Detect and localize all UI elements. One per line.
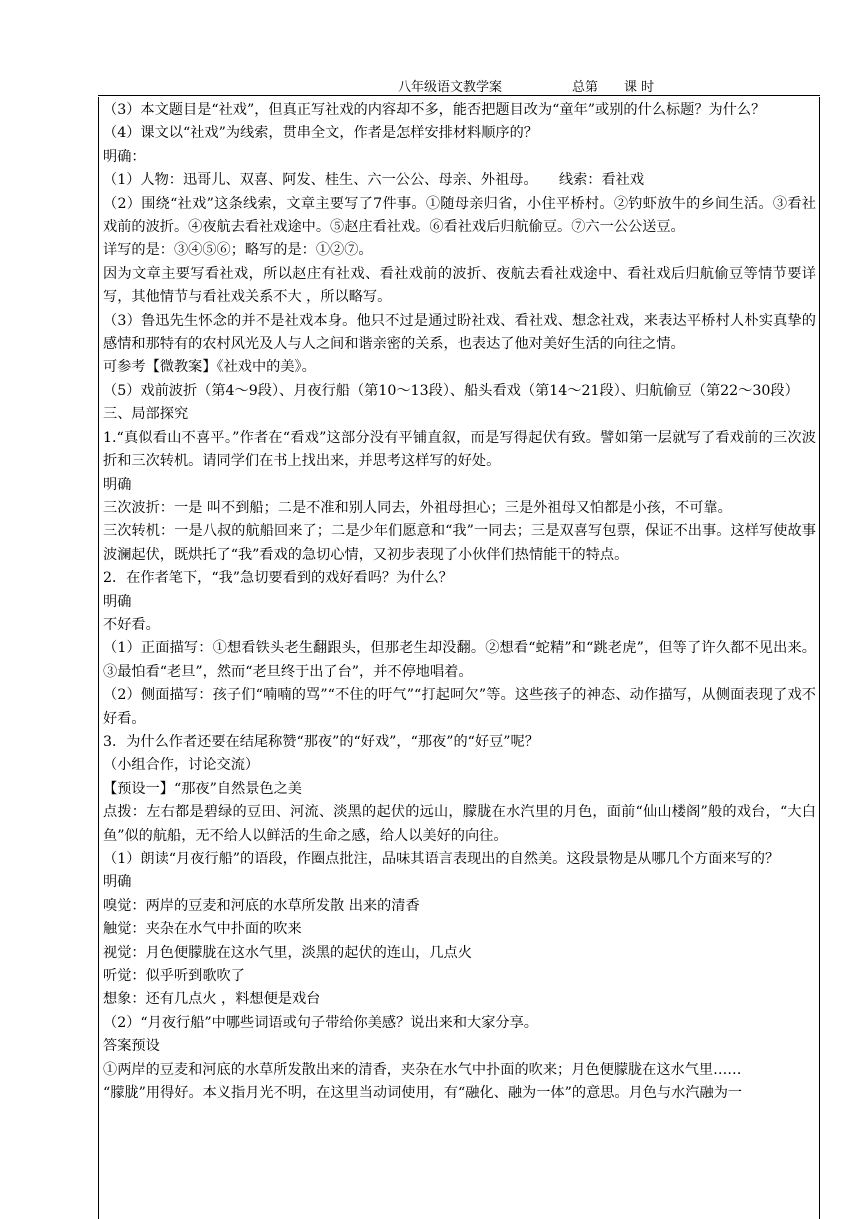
- answer-preset-1-analysis: “朦胧”用得好。本义指月光不明，在这里当动词使用，有“融化、融为一体”的意思。月色与水汽融为一: [103, 1085, 743, 1102]
- question-4: （4）课文以“社戏”为线索，贯串全文，作者是怎样安排材料顺序的？: [103, 125, 538, 142]
- section-heading: 三、局部探究: [103, 406, 189, 423]
- answer-text: 不好看。: [103, 616, 160, 633]
- answer-3-reference: 可参考【微教案】《社戏中的美》。: [103, 359, 316, 376]
- sense-touch: 触觉：夹杂在水气中扑面的吹来: [103, 921, 302, 938]
- answer-3: （3）鲁迅先生怀念的并不是社戏本身。他只不过是通过盼社戏、看社戏、想念社戏，来表达平桥村人朴实真挚的感情和那特有的农村风光及人与人之间和谐亲密的关系，也表达了他对美好生活的向往之情。: [103, 312, 816, 353]
- twists-text: 三次波折：一是 叫不到船；二是不准和别人同去，外祖母担心；三是外祖母又怕都是小孩，不可靠。: [103, 499, 732, 516]
- reading-task-1: （1）朗读“月夜行船”的语段，作圈点批注，品味其语言表现出的自然美。这段景物是从哪几个方面来写的？: [103, 851, 780, 867]
- exploration-3: 3．为什么作者还要在结尾称赞“那夜”的“好戏”，“那夜”的“好豆”呢？: [103, 733, 539, 750]
- answer-label: 明确: [103, 476, 132, 493]
- exploration-1: 1.“真似看山不喜平。”作者在“看戏”这部分没有平铺直叙，而是写得起伏有致。譬如第一层就写了看戏前的三次波折和三次转机。请同学们在书上找出来，并思考这样写的好处。: [103, 429, 816, 470]
- answer-label: 明确：: [103, 148, 146, 165]
- answer-preset-1: ①两岸的豆麦和河底的水草所发散出来的清香，夹杂在水气中扑面的吹来；月色便朦胧在这水气里……: [103, 1061, 742, 1078]
- header-rule: [98, 95, 820, 96]
- answer-label: 明确: [103, 593, 132, 610]
- group-note: （小组合作，讨论交流）: [103, 757, 260, 774]
- header-total: 总第: [572, 80, 599, 95]
- answer-5: （5）戏前波折（第4～9段）、月夜行船（第10～13段）、船头看戏（第14～21段）、归航偷豆（第22～30段）: [103, 382, 799, 399]
- sense-hearing: 听觉：似乎听到歌吹了: [103, 968, 245, 985]
- sense-smell: 嗅觉：两岸的豆麦和河底的水草所发散 出来的清香: [103, 897, 420, 914]
- answer-2: （2）围绕“社戏”这条线索，文章主要写了7件事。①随母亲归省，小住平桥村。②钓虾放牛的乡间生活。③看社戏前的波折。④夜航去看社戏途中。⑤赵庄看社戏。⑥看社戏后归航偷豆。⑦六一公公送豆。: [103, 195, 816, 236]
- turns-text: 三次转机：一是八叔的航船回来了；二是少年们愿意和“我”一同去；三是双喜写包票，保证不出事。这样写使故事波澜起伏，既烘托了“我”看戏的急切心情，又初步表现了小伙伴们热情能干的特点。: [103, 523, 816, 563]
- answer-2-detail: 详写的是：③④⑤⑥；略写的是：①②⑦。: [103, 242, 373, 259]
- hint-text: 点拨：左右都是碧绿的豆田、河流、淡黑的起伏的远山，朦胧在水汽里的月色，面前“仙山楼阁”般的戏台，“大白鱼”似的航船，无不给人以鲜活的生命之感，给人以美好的向往。: [103, 804, 816, 844]
- exploration-2: 2．在作者笔下，“我”急切要看到的戏好看吗？为什么？: [103, 570, 453, 587]
- answer-2-reason: 因为文章主要写看社戏，所以赵庄有社戏、看社戏前的波折、夜航去看社戏途中、看社戏后归航偷豆等情节要详写，其他情节与看社戏关系不大 ，所以略写。: [103, 265, 816, 306]
- answer-label: 明确: [103, 874, 132, 891]
- indirect-description: （2）侧面描写：孩子们“喃喃的骂”“不住的吁气”“打起呵欠”等。这些孩子的神态、动作描写，从侧面表现了戏不好看。: [103, 687, 816, 727]
- header-title: 八年级语文教学案: [398, 80, 503, 95]
- answer-1: （1）人物：迅哥儿、双喜、阿发、桂生、六一公公、母亲、外祖母。 线索：看社戏: [103, 172, 645, 189]
- document-body: [103, 99, 816, 1105]
- preset-1-heading: 【预设一】“那夜”自然景色之美: [103, 780, 302, 797]
- direct-description: （1）正面描写：①想看铁头老生翻跟头，但那老生却没翻。②想看“蛇精”和“跳老虎”，但等了许久都不见出来。③最怕看“老旦”，然而“老旦终于出了台”，并不停地唱着。: [103, 640, 816, 680]
- sense-imagination: 想象：还有几点火 ，料想便是戏台: [103, 991, 321, 1008]
- page-header: [0, 76, 860, 96]
- reading-task-2: （2）“月夜行船”中哪些词语或句子带给你美感？说出来和大家分享。: [103, 1014, 538, 1031]
- answer-preset-label: 答案预设: [103, 1038, 160, 1055]
- header-lesson: 课 时: [624, 80, 655, 95]
- question-3: （3）本文题目是“社戏”，但真正写社戏的内容却不多，能否把题目改为“童年”或别的什么标题？为什么？: [103, 102, 766, 118]
- sense-sight: 视觉：月色便朦胧在这水气里，淡黑的起伏的连山，几点火: [103, 944, 472, 961]
